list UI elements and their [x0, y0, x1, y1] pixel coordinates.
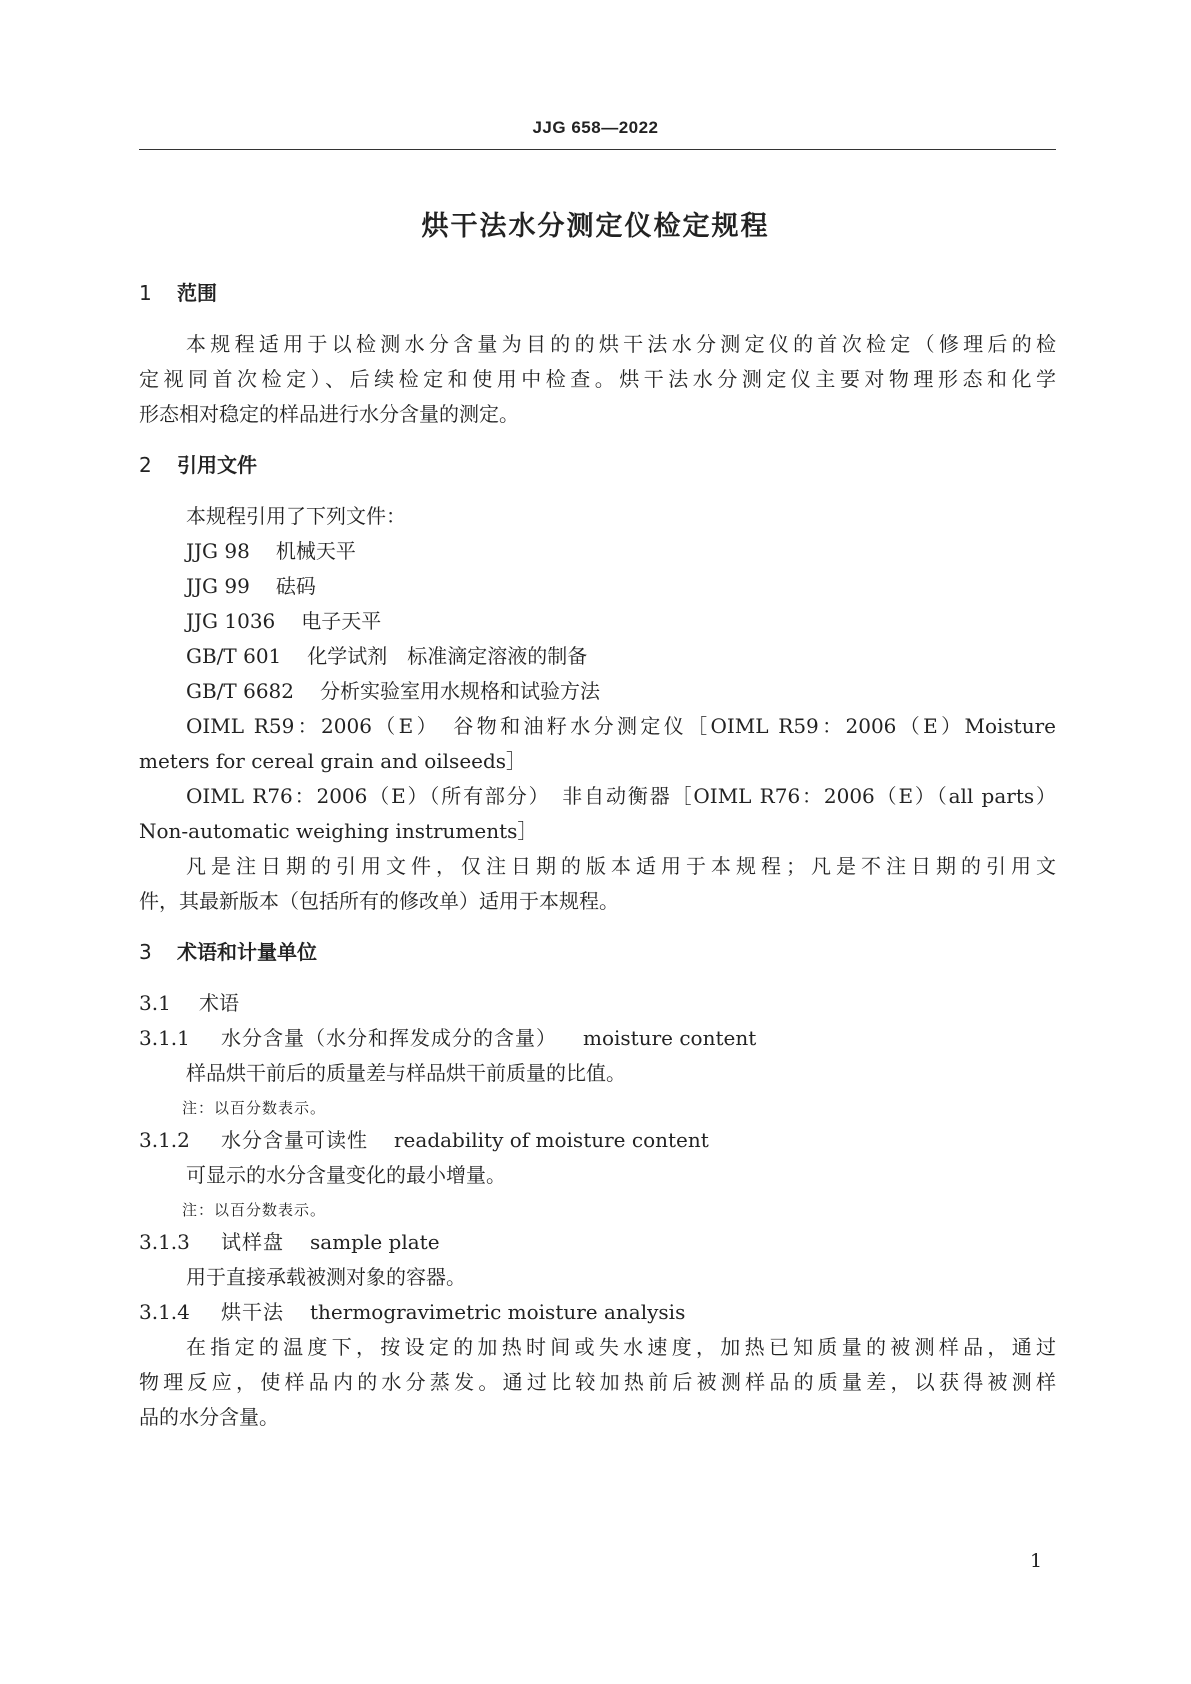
term-number: 3.1.4	[139, 1300, 190, 1324]
reference-name: 分析实验室用水规格和试验方法	[320, 679, 601, 703]
term-3-1-3	[139, 1229, 440, 1255]
section-1-para-line	[186, 331, 1056, 357]
term-english: sample plate	[310, 1230, 440, 1254]
subsection-title: 术语	[199, 991, 239, 1015]
reference-item	[186, 643, 587, 669]
section-3-number: 3	[139, 940, 152, 964]
reference-oiml-r76-line-1: OIML R76：2006（E）（所有部分） 非自动衡器［OIML R76：2006（E）（all parts）	[186, 784, 1056, 808]
reference-code: JJG 98	[186, 539, 250, 563]
reference-item	[186, 573, 316, 599]
reference-name: 机械天平	[275, 539, 356, 563]
section-2-heading	[139, 452, 257, 478]
reference-item	[186, 678, 600, 704]
term-note: 注：以百分数表示。	[182, 1099, 327, 1117]
section-3-title: 术语和计量单位	[177, 940, 317, 964]
section-1-heading	[139, 280, 217, 306]
section-2-number: 2	[139, 453, 152, 477]
document-title: 烘干法水分测定仪检定规程	[421, 211, 770, 242]
reference-item	[186, 538, 356, 564]
term-definition-line-1: 在指定的温度下，按设定的加热时间或失水速度，加热已知质量的被测样品，通过	[186, 1335, 1056, 1359]
term-number: 3.1.1	[139, 1026, 190, 1050]
page-number: 1	[1030, 1550, 1043, 1572]
section-2-closing-line-2: 件，其最新版本（包括所有的修改单）适用于本规程。	[139, 889, 619, 913]
reference-oiml-r59-line-1: OIML R59：2006（E） 谷物和油籽水分测定仪［OIML R59：2006（E）Moisture	[186, 714, 1056, 738]
reference-oiml-r76-line	[186, 783, 1056, 809]
term-chinese: 水分含量可读性	[221, 1128, 368, 1152]
section-1-para-line-2: 定视同首次检定）、后续检定和使用中检查。烘干法水分测定仪主要对物理形态和化学	[139, 367, 1056, 391]
term-english: moisture content	[583, 1026, 757, 1050]
term-number: 3.1.3	[139, 1230, 190, 1254]
term-3-1-1	[139, 1025, 756, 1051]
term-3-1-4	[139, 1299, 685, 1325]
term-definition-line	[186, 1334, 1056, 1360]
header-divider	[139, 149, 1056, 150]
term-definition: 用于直接承载被测对象的容器。	[186, 1265, 466, 1289]
section-2-closing-line-1: 凡是注日期的引用文件，仅注日期的版本适用于本规程；凡是不注日期的引用文	[186, 854, 1056, 878]
standard-code-header: JJG 658—2022	[532, 118, 659, 137]
term-english: readability of moisture content	[394, 1128, 709, 1152]
term-definition-line-3: 品的水分含量。	[139, 1405, 279, 1429]
reference-code: JJG 99	[186, 574, 250, 598]
reference-oiml-r59-line-2: meters for cereal grain and oilseeds］	[139, 749, 527, 773]
reference-name: 电子天平	[301, 609, 382, 633]
reference-code: GB/T 601	[186, 644, 282, 668]
section-1-para-line-3: 形态相对稳定的样品进行水分含量的测定。	[139, 402, 519, 426]
section-1-title: 范围	[177, 281, 217, 305]
term-chinese: 烘干法	[221, 1300, 284, 1324]
term-note: 注：以百分数表示。	[182, 1201, 327, 1219]
section-2-title: 引用文件	[177, 453, 257, 477]
section-1-para-line	[139, 366, 1056, 392]
term-definition: 可显示的水分含量变化的最小增量。	[186, 1163, 506, 1187]
section-2-closing-line	[186, 853, 1056, 879]
term-definition: 样品烘干前后的质量差与样品烘干前质量的比值。	[186, 1061, 626, 1085]
term-definition-line-2: 物理反应，使样品内的水分蒸发。通过比较加热前后被测样品的质量差，以获得被测样	[139, 1370, 1056, 1394]
term-chinese: 试样盘	[221, 1230, 284, 1254]
reference-oiml-r76-line-2: Non-automatic weighing instruments］	[139, 819, 538, 843]
term-definition-line	[139, 1369, 1056, 1395]
reference-item	[186, 608, 381, 634]
subsection-number: 3.1	[139, 991, 171, 1015]
section-3-heading	[139, 939, 317, 965]
section-1-para-line-1: 本规程适用于以检测水分含量为目的的烘干法水分测定仪的首次检定（修理后的检	[186, 332, 1056, 356]
term-number: 3.1.2	[139, 1128, 190, 1152]
reference-code: GB/T 6682	[186, 679, 295, 703]
term-chinese: 水分含量（水分和挥发成分的含量）	[221, 1026, 557, 1050]
term-english: thermogravimetric moisture analysis	[310, 1300, 686, 1324]
subsection-3-1	[139, 990, 239, 1016]
reference-oiml-r59-line	[186, 713, 1056, 739]
term-3-1-2	[139, 1127, 709, 1153]
section-2-intro: 本规程引用了下列文件：	[186, 504, 406, 528]
reference-name: 砝码	[275, 574, 316, 598]
section-1-number: 1	[139, 281, 152, 305]
reference-name: 化学试剂 标准滴定溶液的制备	[307, 644, 588, 668]
reference-code: JJG 1036	[186, 609, 276, 633]
